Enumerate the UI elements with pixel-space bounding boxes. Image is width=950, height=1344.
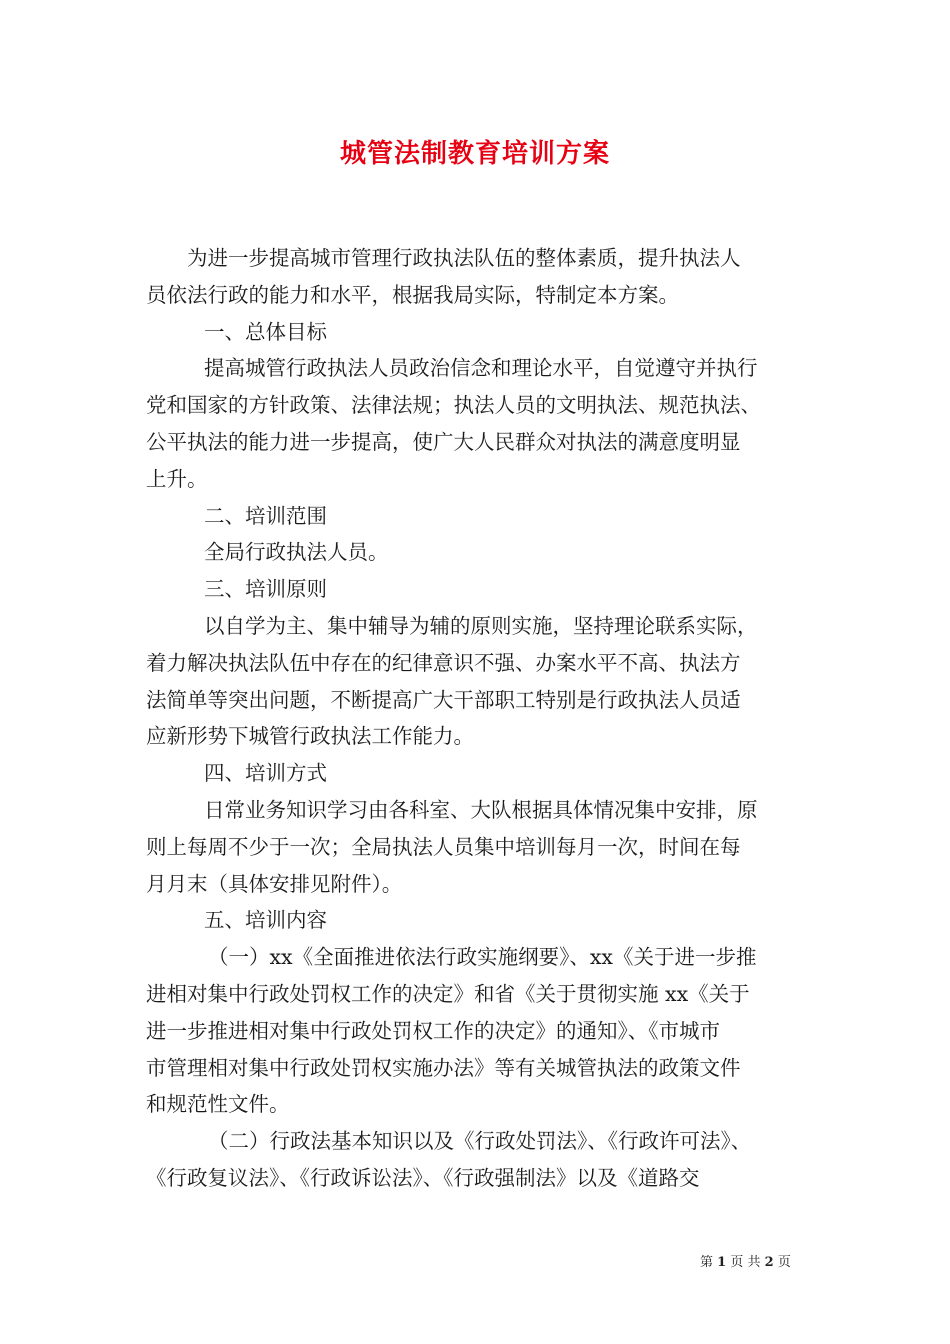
paragraph-line: 进一步推进相对集中行政处罚权工作的决定》的通知》、《市城市 <box>146 1018 720 1043</box>
section-heading: 四、培训方式 <box>204 761 327 786</box>
paragraph-line: 日常业务知识学习由各科室、大队根据具体情况集中安排，原 <box>204 797 758 822</box>
section-heading: 五、培训内容 <box>204 908 327 933</box>
paragraph-line: 提高城管行政执法人员政治信念和理论水平，自觉遵守并执行 <box>204 356 758 381</box>
paragraph-line: 以自学为主、集中辅导为辅的原则实施，坚持理论联系实际， <box>204 613 758 638</box>
section-heading: 二、培训范围 <box>204 503 327 528</box>
paragraph-line: （一）xx《全面推进依法行政实施纲要》、xx《关于进一步推 <box>208 945 757 970</box>
page-suffix: 页 <box>777 1255 791 1270</box>
paragraph-line: 进相对集中行政处罚权工作的决定》和省《关于贯彻实施 xx《关于 <box>146 981 750 1006</box>
paragraph-line: 则上每周不少于一次；全局执法人员集中培训每月一次，时间在每 <box>146 834 741 859</box>
paragraph-line: 上升。 <box>146 466 208 491</box>
paragraph-line: 全局行政执法人员。 <box>204 540 389 565</box>
paragraph-line: 公平执法的能力进一步提高，使广大人民群众对执法的满意度明显 <box>146 429 741 454</box>
page-prefix: 第 <box>700 1255 714 1270</box>
section-heading: 一、总体目标 <box>204 319 327 344</box>
paragraph-line: 员依法行政的能力和水平，根据我局实际，特制定本方案。 <box>146 282 679 307</box>
paragraph-line: 月月末（具体安排见附件）。 <box>146 871 403 896</box>
paragraph-line: 应新形势下城管行政执法工作能力。 <box>146 724 474 749</box>
paragraph-line: 为进一步提高城市管理行政执法队伍的整体素质，提升执法人 <box>187 246 741 270</box>
page-current: 1 <box>717 1255 727 1270</box>
document-title: 城管法制教育培训方案 <box>339 139 610 169</box>
paragraph-line: 和规范性文件。 <box>146 1092 290 1117</box>
paragraph-line: 党和国家的方针政策、法律法规；执法人员的文明执法、规范执法、 <box>146 393 761 418</box>
section-heading: 三、培训原则 <box>204 577 327 602</box>
paragraph-line: 着力解决执法队伍中存在的纪律意识不强、办案水平不高、执法方 <box>146 650 741 675</box>
paragraph-line: 法简单等突出问题，不断提高广大干部职工特别是行政执法人员适 <box>146 687 741 712</box>
paragraph-line: 市管理相对集中行政处罚权实施办法》等有关城管执法的政策文件 <box>146 1055 741 1080</box>
document-body <box>146 240 808 1197</box>
paragraph-line: （二）行政法基本知识以及《行政处罚法》、《行政许可法》、 <box>208 1129 752 1154</box>
page-number <box>700 1251 820 1270</box>
page-middle: 页 共 <box>730 1255 761 1270</box>
page-total: 2 <box>764 1255 774 1270</box>
paragraph-line: 《行政复议法》、《行政诉讼法》、《行政强制法》以及《道路交 <box>146 1165 700 1190</box>
